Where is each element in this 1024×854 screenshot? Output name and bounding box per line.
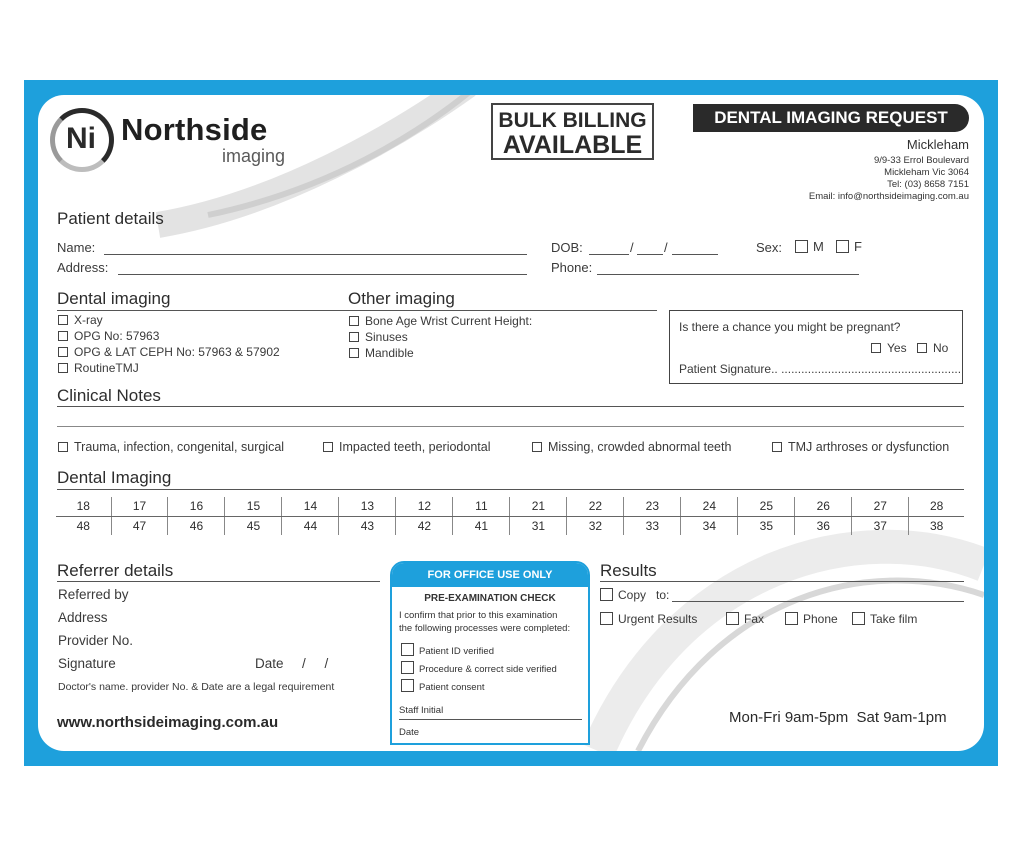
brand-name: Northside	[121, 112, 268, 147]
sex-label: Sex:	[756, 240, 783, 255]
office-use-box	[390, 561, 590, 745]
dental-option[interactable]: RoutineTMJ	[58, 361, 139, 375]
sex-f-checkbox[interactable]	[836, 240, 849, 253]
phone-field[interactable]	[597, 274, 859, 275]
dob-label: DOB:	[551, 240, 583, 255]
copy-to-field[interactable]	[672, 601, 964, 602]
tooth-number[interactable]: 46	[168, 516, 225, 535]
checkbox[interactable]	[58, 347, 68, 357]
address-field[interactable]	[118, 274, 527, 275]
provider-number-field[interactable]: Provider No.	[58, 633, 134, 648]
dob-month-field[interactable]	[637, 254, 663, 255]
dental-option[interactable]: OPG & LAT CEPH No: 57963 & 57902	[58, 345, 280, 359]
staff-initial-label: Staff Initial	[399, 705, 444, 716]
tooth-number[interactable]: 37	[852, 516, 909, 535]
referrer-date-slashes: / /	[302, 656, 329, 671]
other-imaging-heading: Other imaging	[348, 289, 455, 308]
other-option[interactable]: Bone Age Wrist Current Height:	[349, 314, 532, 328]
checkbox[interactable]	[852, 612, 865, 625]
tooth-number[interactable]: 28	[909, 497, 964, 516]
tooth-number[interactable]: 12	[396, 497, 453, 516]
referred-by-field[interactable]: Referred by	[58, 587, 129, 602]
tooth-number[interactable]: 41	[453, 516, 510, 535]
name-field[interactable]	[104, 254, 527, 255]
tooth-number[interactable]: 44	[282, 516, 339, 535]
checkbox[interactable]	[401, 643, 414, 656]
dob-slash-2: /	[664, 240, 668, 255]
logo-letters: Ni	[66, 122, 96, 155]
tooth-number[interactable]: 42	[396, 516, 453, 535]
office-use-title: FOR OFFICE USE ONLY	[392, 563, 588, 587]
tooth-number[interactable]: 27	[852, 497, 909, 516]
sex-m-checkbox[interactable]	[795, 240, 808, 253]
sex-m-option[interactable]	[795, 239, 824, 254]
tooth-number[interactable]: 11	[453, 497, 510, 516]
clinical-option[interactable]: TMJ arthroses or dysfunction	[772, 440, 949, 454]
checkbox[interactable]	[917, 343, 927, 353]
phone-option[interactable]: Phone	[785, 612, 838, 626]
checkbox[interactable]	[349, 332, 359, 342]
form-title: DENTAL IMAGING REQUEST	[693, 104, 969, 132]
teeth-rule	[57, 489, 964, 490]
copy-to-option[interactable]: Copy to:	[600, 588, 669, 602]
dob-year-field[interactable]	[672, 254, 718, 255]
tooth-number[interactable]: 32	[567, 516, 624, 535]
address-line-1: 9/9-33 Errol Boulevard	[873, 155, 969, 166]
tooth-number[interactable]: 48	[76, 518, 90, 533]
clinical-option[interactable]: Impacted teeth, periodontal	[323, 440, 491, 454]
address-line-2: Mickleham Vic 3064	[884, 167, 969, 178]
referrer-heading: Referrer details	[57, 561, 174, 580]
results-heading: Results	[600, 561, 657, 580]
dental-imaging-chart-heading: Dental Imaging	[57, 468, 172, 487]
lower-teeth-row	[56, 516, 964, 535]
clinical-option[interactable]: Missing, crowded abnormal teeth	[532, 440, 731, 454]
opening-hours: Mon-Fri 9am-5pm Sat 9am-1pm	[729, 709, 947, 726]
checkbox[interactable]	[323, 442, 333, 452]
office-date-label: Date	[399, 727, 420, 738]
tooth-number[interactable]: 25	[738, 497, 795, 516]
upper-teeth-row	[56, 497, 964, 516]
legal-note: Doctor's name. provider No. & Date are a legal requirement	[58, 681, 335, 693]
tooth-number[interactable]: 16	[168, 497, 225, 516]
tooth-number[interactable]: 13	[339, 497, 396, 516]
pregnancy-question: Is there a chance you might be pregnant?	[679, 320, 901, 334]
checkbox[interactable]	[58, 442, 68, 452]
checkbox[interactable]	[871, 343, 881, 353]
dob-slash-1: /	[630, 240, 634, 255]
dental-option[interactable]: OPG No: 57963	[58, 329, 159, 343]
patient-heading: Patient details	[57, 209, 164, 228]
tooth-number[interactable]: 14	[282, 497, 339, 516]
office-check-item[interactable]: Patient ID verified	[401, 643, 494, 657]
tooth-number[interactable]: 17	[111, 497, 168, 516]
bulk-billing-box	[491, 103, 654, 160]
checkbox[interactable]	[349, 348, 359, 358]
referrer-address-field[interactable]: Address	[58, 610, 108, 625]
tooth-number[interactable]: 15	[225, 497, 282, 516]
confirm-line-1: I confirm that prior to this examination	[399, 610, 558, 621]
tooth-number[interactable]: 47	[111, 516, 168, 535]
clinical-option[interactable]: Trauma, infection, congenital, surgical	[58, 440, 284, 454]
tooth-number[interactable]: 34	[681, 516, 738, 535]
referrer-date-label[interactable]: Date	[255, 656, 284, 671]
tooth-number[interactable]: 22	[567, 497, 624, 516]
other-option[interactable]: Sinuses	[349, 330, 408, 344]
address-label: Address:	[57, 260, 109, 275]
tooth-number[interactable]: 31	[510, 516, 567, 535]
dob-day-field[interactable]	[589, 254, 629, 255]
tooth-number[interactable]: 26	[795, 497, 852, 516]
signature-field[interactable]: Signature	[58, 656, 116, 671]
bulk-line-2: AVAILABLE	[502, 131, 643, 159]
teeth-chart	[56, 497, 964, 535]
referrer-rule	[57, 581, 380, 582]
checkbox[interactable]	[58, 315, 68, 325]
location: Mickleham	[906, 137, 969, 152]
sex-f-option[interactable]	[836, 239, 862, 254]
dental-option[interactable]: X-ray	[58, 313, 103, 327]
tooth-number[interactable]: 33	[624, 516, 681, 535]
tooth-number[interactable]: 24	[681, 497, 738, 516]
tooth-number[interactable]: 38	[909, 516, 964, 535]
checkbox[interactable]	[600, 588, 613, 601]
bulk-line-1: BULK BILLING	[498, 109, 647, 132]
clinical-notes-field[interactable]	[57, 426, 964, 427]
email: Email: info@northsideimaging.com.au	[808, 191, 969, 202]
name-label: Name:	[57, 240, 96, 255]
checkbox[interactable]	[58, 363, 68, 373]
fax-option[interactable]: Fax	[726, 612, 764, 626]
tooth-number[interactable]: 35	[738, 516, 795, 535]
pre-exam-title: PRE-EXAMINATION CHECK	[424, 593, 556, 604]
checkbox[interactable]	[349, 316, 359, 326]
pregnancy-no[interactable]: No	[917, 341, 948, 355]
clinical-notes-heading: Clinical Notes	[57, 386, 161, 405]
brand-subtitle: imaging	[222, 146, 286, 166]
dental-imaging-rule	[57, 310, 657, 311]
checkbox[interactable]	[785, 612, 798, 625]
tooth-number[interactable]: 45	[225, 516, 282, 535]
phone-label: Phone:	[551, 260, 593, 275]
take-film-option[interactable]: Take film	[852, 612, 917, 626]
results-rule	[600, 581, 964, 582]
staff-initial-field[interactable]	[399, 719, 582, 720]
checkbox[interactable]	[600, 612, 613, 625]
tooth-number[interactable]: 36	[795, 516, 852, 535]
office-check-item[interactable]: Procedure & correct side verified	[401, 661, 557, 675]
checkbox[interactable]	[401, 661, 414, 674]
dental-imaging-heading: Dental imaging	[57, 289, 171, 308]
sex-f-label: F	[854, 239, 862, 254]
tooth-number[interactable]: 18	[56, 497, 111, 516]
pregnancy-yes[interactable]: Yes	[871, 341, 907, 355]
sex-m-label: M	[813, 239, 824, 254]
checkbox[interactable]	[772, 442, 782, 452]
clinical-rule-1	[57, 406, 964, 407]
checkbox[interactable]	[726, 612, 739, 625]
tooth-number[interactable]: 21	[510, 497, 567, 516]
website[interactable]: www.northsideimaging.com.au	[57, 714, 279, 731]
checkbox[interactable]	[532, 442, 542, 452]
telephone: Tel: (03) 8658 7151	[887, 179, 969, 190]
tooth-number[interactable]: 43	[339, 516, 396, 535]
office-check-item[interactable]: Patient consent	[401, 679, 485, 693]
other-option[interactable]: Mandible	[349, 346, 414, 360]
confirm-line-2: the following processes were completed:	[399, 623, 571, 634]
checkbox[interactable]	[401, 679, 414, 692]
checkbox[interactable]	[58, 331, 68, 341]
urgent-results-option[interactable]: Urgent Results	[600, 612, 697, 626]
tooth-number[interactable]: 23	[624, 497, 681, 516]
patient-signature[interactable]: Patient Signature.. ......................................................	[679, 362, 962, 376]
